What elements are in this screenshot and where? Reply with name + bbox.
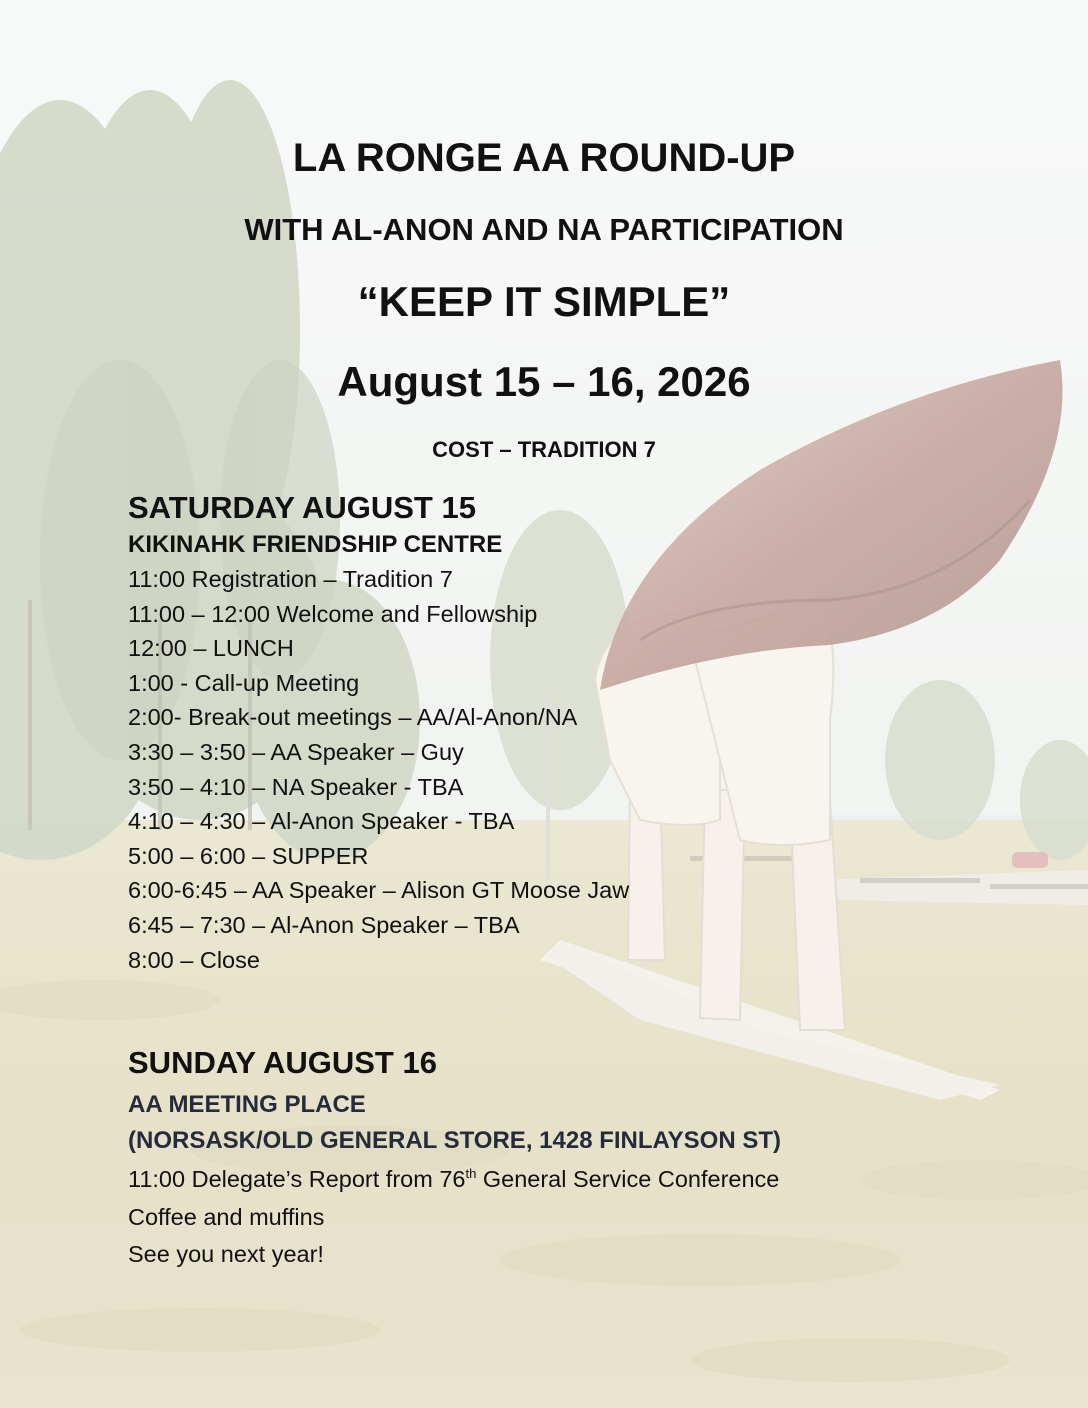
schedule-item: 2:00- Break-out meetings – AA/Al-Anon/NA [128,704,578,731]
schedule-item: 8:00 – Close [128,946,260,973]
sunday-venue: AA MEETING PLACE [128,1091,366,1118]
schedule-item: 1:00 - Call-up Meeting [128,669,360,696]
schedule-item: 5:00 – 6:00 – SUPPER [128,842,369,869]
ordinal-suffix: th [465,1166,477,1181]
report-text: 11:00 Delegate’s Report from 76 [128,1166,466,1192]
sunday-venue-address: (NORSASK/OLD GENERAL STORE, 1428 FINLAYSON ST) [128,1127,782,1154]
saturday-venue: KIKINAHK FRIENDSHIP CENTRE [128,531,503,558]
event-theme: “KEEP IT SIMPLE” [357,278,731,325]
schedule-item: 6:00-6:45 – AA Speaker – Alison GT Moose Jaw [128,877,630,904]
event-title: LA RONGE AA ROUND-UP [292,136,796,180]
saturday-heading: SATURDAY AUGUST 15 [128,490,476,525]
event-subtitle: WITH AL-ANON AND NA PARTICIPATION [244,212,844,247]
report-text-end: General Service Conference [476,1166,780,1192]
schedule-item: 3:30 – 3:50 – AA Speaker – Guy [128,738,464,765]
schedule-item: Coffee and muffins [128,1203,325,1230]
schedule-item: 12:00 – LUNCH [128,635,294,662]
schedule-item: 3:50 – 4:10 – NA Speaker - TBA [128,773,464,800]
schedule-item-delegate-report [128,1161,1028,1199]
event-dates: August 15 – 16, 2026 [337,358,751,405]
schedule-item: 11:00 Registration – Tradition 7 [128,566,453,592]
schedule-item: 4:10 – 4:30 – Al-Anon Speaker - TBA [128,808,515,835]
sunday-heading: SUNDAY AUGUST 16 [128,1045,437,1080]
schedule-item: 6:45 – 7:30 – Al-Anon Speaker – TBA [128,911,520,938]
schedule-item: 11:00 – 12:00 Welcome and Fellowship [128,600,538,627]
saturday-section [128,488,1028,977]
sunday-section [128,1043,1028,1274]
closing-line: See you next year! [128,1241,324,1267]
event-cost: COST – TRADITION 7 [432,437,656,462]
sunday-schedule [128,1161,1028,1274]
saturday-schedule [128,562,1028,977]
